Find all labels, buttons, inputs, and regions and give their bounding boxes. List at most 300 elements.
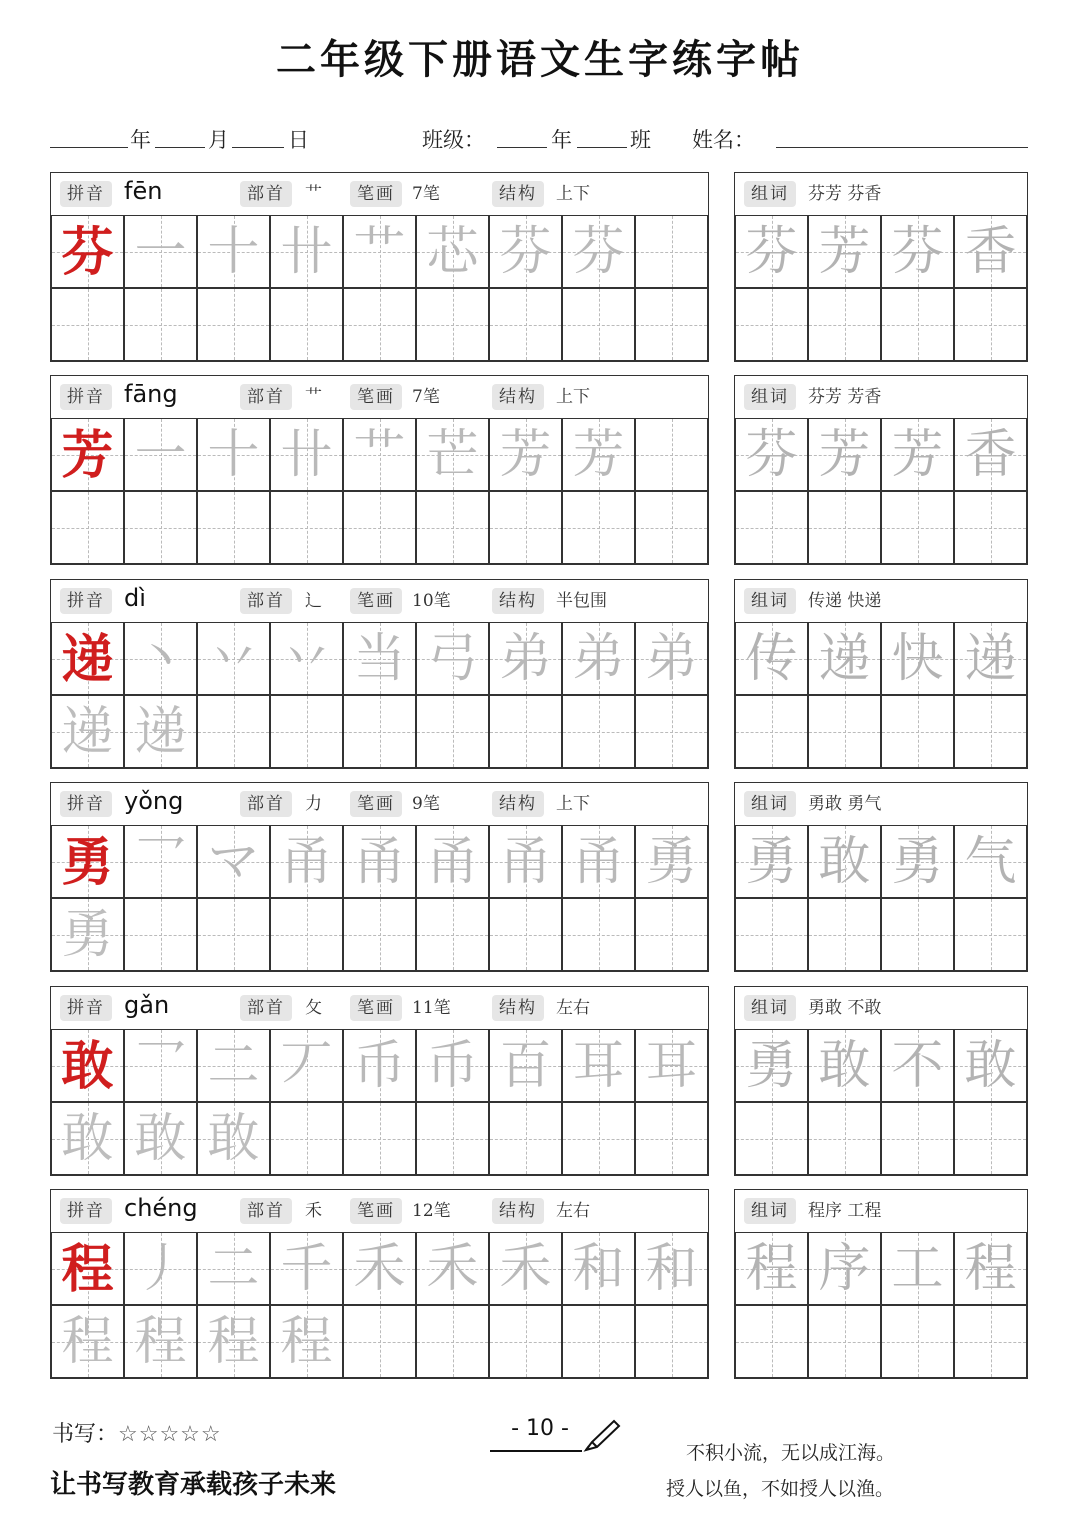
words-value: 程序 工程 (808, 1201, 882, 1221)
word-cell[interactable] (735, 288, 808, 361)
practice-cell[interactable] (489, 491, 562, 564)
stroke-step: 十 (207, 222, 260, 282)
practice-cell[interactable] (343, 898, 416, 971)
radical-tag: 部首 (240, 791, 292, 817)
structure-tag: 结构 (492, 995, 544, 1021)
strokes-tag: 笔画 (350, 181, 402, 207)
practice-cell[interactable] (124, 825, 197, 898)
structure-value: 左右 (556, 1201, 590, 1221)
practice-cell[interactable] (562, 825, 635, 898)
radical-value: 艹 (305, 184, 322, 204)
year-blank[interactable] (50, 147, 128, 148)
practice-cell[interactable] (124, 1029, 197, 1102)
words-tag: 组词 (744, 791, 796, 817)
stroke-step: 一 (134, 425, 187, 485)
practice-cell[interactable] (343, 825, 416, 898)
radical-tag: 部首 (240, 384, 292, 410)
class-year-blank[interactable] (497, 147, 547, 148)
word-character: 工 (891, 1239, 944, 1299)
trace-character: 程 (61, 1312, 114, 1372)
practice-cell[interactable] (562, 622, 635, 695)
char-card-4 (50, 782, 709, 972)
pinyin-tag: 拼音 (60, 588, 112, 614)
practice-cell[interactable] (562, 491, 635, 564)
pinyin-tag: 拼音 (60, 1198, 112, 1224)
practice-cell[interactable] (416, 695, 489, 768)
stroke-step: 芯 (426, 222, 479, 282)
word-cell[interactable] (808, 898, 881, 971)
word-character: 香 (964, 425, 1017, 485)
word-cell[interactable] (954, 695, 1027, 768)
practice-cell[interactable] (416, 1029, 489, 1102)
radical-value: 禾 (305, 1201, 322, 1221)
trace-character: 程 (207, 1312, 260, 1372)
stroke-step: 禾 (426, 1239, 479, 1299)
page-number: - 10 - (511, 1416, 569, 1441)
class-label: 班级： (422, 128, 485, 152)
stroke-step: 禾 (353, 1239, 406, 1299)
word-cell[interactable] (954, 215, 1027, 288)
practice-cell[interactable] (197, 1305, 270, 1378)
words-tag: 组词 (744, 384, 796, 410)
trace-character: 敢 (61, 1109, 114, 1169)
stroke-step: 勇 (645, 832, 698, 892)
practice-cell[interactable] (343, 695, 416, 768)
practice-cell[interactable] (416, 491, 489, 564)
practice-cell[interactable] (489, 695, 562, 768)
word-cell[interactable] (735, 491, 808, 564)
practice-cell[interactable] (51, 825, 124, 898)
word-cell[interactable] (954, 1029, 1027, 1102)
word-cell[interactable] (954, 1232, 1027, 1305)
practice-cell[interactable] (343, 1305, 416, 1378)
practice-cell[interactable] (489, 825, 562, 898)
practice-cell[interactable] (489, 898, 562, 971)
main-character: 勇 (61, 832, 114, 893)
word-cell[interactable] (881, 418, 954, 491)
trace-character: 程 (280, 1312, 333, 1372)
pinyin-value: yǒng (124, 787, 184, 815)
word-character: 递 (818, 629, 871, 689)
structure-value: 上下 (556, 387, 590, 407)
word-cell[interactable] (735, 418, 808, 491)
words-tag: 组词 (744, 181, 796, 207)
practice-cell[interactable] (51, 898, 124, 971)
practice-cell[interactable] (197, 418, 270, 491)
stroke-step: 甬 (499, 832, 552, 892)
footer (0, 1400, 1080, 1527)
stroke-step: 弟 (572, 629, 625, 689)
practice-cell[interactable] (635, 1305, 708, 1378)
structure-tag: 结构 (492, 181, 544, 207)
practice-cell[interactable] (489, 418, 562, 491)
practice-cell[interactable] (343, 1029, 416, 1102)
word-cell[interactable] (808, 1102, 881, 1175)
structure-tag: 结构 (492, 384, 544, 410)
practice-cell[interactable] (416, 1102, 489, 1175)
word-card-5 (734, 986, 1028, 1176)
practice-cell[interactable] (197, 1029, 270, 1102)
practice-cell[interactable] (343, 288, 416, 361)
practice-cell[interactable] (635, 898, 708, 971)
practice-cell[interactable] (270, 1102, 343, 1175)
practice-cell[interactable] (51, 491, 124, 564)
words-value: 勇敢 不敢 (808, 998, 882, 1018)
practice-cell[interactable] (416, 1232, 489, 1305)
practice-cell[interactable] (416, 418, 489, 491)
stroke-step: 卄 (280, 425, 333, 485)
practice-cell[interactable] (416, 288, 489, 361)
stroke-step: 芳 (499, 425, 552, 485)
word-character: 气 (964, 832, 1017, 892)
practice-cell[interactable] (635, 1102, 708, 1175)
pinyin-value: dì (124, 584, 146, 612)
word-cell[interactable] (808, 1029, 881, 1102)
practice-cell[interactable] (489, 622, 562, 695)
practice-cell[interactable] (635, 622, 708, 695)
pinyin-tag: 拼音 (60, 995, 112, 1021)
word-cell[interactable] (808, 1305, 881, 1378)
word-cell[interactable] (881, 825, 954, 898)
stroke-step: 弟 (499, 629, 552, 689)
strokes-tag: 笔画 (350, 384, 402, 410)
words-value: 勇敢 勇气 (808, 794, 882, 814)
word-cell[interactable] (954, 1102, 1027, 1175)
word-cell[interactable] (735, 215, 808, 288)
structure-value: 上下 (556, 794, 590, 814)
strokes-value: 9笔 (412, 794, 440, 814)
structure-value: 上下 (556, 184, 590, 204)
pinyin-value: chéng (124, 1194, 198, 1222)
char-card-2 (50, 375, 709, 565)
word-cell[interactable] (808, 622, 881, 695)
word-cell[interactable] (954, 1305, 1027, 1378)
practice-cell[interactable] (51, 1102, 124, 1175)
stroke-step: 丷 (280, 629, 333, 689)
trace-character: 勇 (61, 905, 114, 965)
name-label: 姓名： (692, 128, 755, 152)
pinyin-tag: 拼音 (60, 791, 112, 817)
stroke-step: 丷 (207, 629, 260, 689)
strokes-value: 11笔 (412, 998, 451, 1018)
practice-cell[interactable] (343, 622, 416, 695)
practice-cell[interactable] (51, 418, 124, 491)
stroke-step: 芬 (572, 222, 625, 282)
word-cell[interactable] (735, 825, 808, 898)
words-tag: 组词 (744, 588, 796, 614)
word-cell[interactable] (808, 418, 881, 491)
char-info-row (51, 376, 708, 419)
practice-cell[interactable] (270, 288, 343, 361)
practice-cell[interactable] (197, 288, 270, 361)
practice-cell[interactable] (270, 1029, 343, 1102)
practice-cell[interactable] (343, 215, 416, 288)
stroke-step: 和 (572, 1239, 625, 1299)
practice-cell[interactable] (197, 491, 270, 564)
practice-cell[interactable] (270, 622, 343, 695)
stroke-step: 弓 (426, 629, 479, 689)
structure-tag: 结构 (492, 588, 544, 614)
practice-cell[interactable] (270, 418, 343, 491)
practice-cell[interactable] (270, 695, 343, 768)
quote-line-1: 不积小流，无以成江海。 (686, 1442, 896, 1464)
practice-cell[interactable] (343, 1232, 416, 1305)
stroke-step: 币 (353, 1036, 406, 1096)
word-character: 不 (891, 1036, 944, 1096)
practice-cell[interactable] (416, 898, 489, 971)
char-info-row (51, 580, 708, 623)
stroke-step: 甬 (353, 832, 406, 892)
word-cell[interactable] (808, 215, 881, 288)
stroke-step: 丆 (280, 1036, 333, 1096)
stroke-step: 甬 (572, 832, 625, 892)
pinyin-value: fāng (124, 380, 178, 408)
word-cell[interactable] (808, 491, 881, 564)
rating-stars[interactable]: ☆☆☆☆☆ (118, 1422, 222, 1447)
words-tag: 组词 (744, 995, 796, 1021)
practice-cell[interactable] (489, 1305, 562, 1378)
practice-cell[interactable] (124, 491, 197, 564)
stroke-step: 百 (499, 1036, 552, 1096)
practice-cell[interactable] (635, 418, 708, 491)
practice-cell[interactable] (562, 215, 635, 288)
word-cell[interactable] (954, 898, 1027, 971)
practice-cell[interactable] (51, 1305, 124, 1378)
word-cell[interactable] (954, 825, 1027, 898)
practice-cell[interactable] (51, 695, 124, 768)
word-cell[interactable] (954, 491, 1027, 564)
word-character: 香 (964, 222, 1017, 282)
strokes-value: 7笔 (412, 184, 440, 204)
word-character: 快 (891, 629, 944, 689)
practice-cell[interactable] (416, 1305, 489, 1378)
word-character: 程 (964, 1239, 1017, 1299)
word-cell[interactable] (735, 1102, 808, 1175)
word-cell[interactable] (954, 288, 1027, 361)
word-cell[interactable] (881, 215, 954, 288)
main-character: 芳 (61, 425, 114, 486)
practice-cell[interactable] (416, 825, 489, 898)
structure-value: 左右 (556, 998, 590, 1018)
word-cell[interactable] (808, 288, 881, 361)
word-cell[interactable] (808, 825, 881, 898)
word-character: 敢 (818, 1036, 871, 1096)
name-blank[interactable] (776, 147, 1028, 148)
practice-cell[interactable] (489, 1102, 562, 1175)
practice-cell[interactable] (270, 898, 343, 971)
stroke-step: 耳 (572, 1036, 625, 1096)
practice-cell[interactable] (51, 1029, 124, 1102)
practice-cell[interactable] (343, 418, 416, 491)
strokes-tag: 笔画 (350, 588, 402, 614)
word-character: 芳 (818, 425, 871, 485)
word-info-row (735, 173, 1027, 216)
word-cell[interactable] (881, 491, 954, 564)
practice-cell[interactable] (489, 1029, 562, 1102)
char-card-5 (50, 986, 709, 1176)
stroke-step: 芬 (499, 222, 552, 282)
practice-cell[interactable] (562, 898, 635, 971)
word-cell[interactable] (881, 898, 954, 971)
main-character: 敢 (61, 1036, 114, 1097)
practice-cell[interactable] (270, 491, 343, 564)
practice-cell[interactable] (343, 491, 416, 564)
practice-cell[interactable] (489, 288, 562, 361)
words-value: 芬芳 芳香 (808, 387, 882, 407)
words-value: 传递 快递 (808, 591, 882, 611)
stroke-step: 一 (134, 222, 187, 282)
structure-tag: 结构 (492, 791, 544, 817)
word-cell[interactable] (881, 1102, 954, 1175)
word-cell[interactable] (881, 1305, 954, 1378)
practice-cell[interactable] (124, 1232, 197, 1305)
practice-cell[interactable] (635, 1232, 708, 1305)
stroke-step: マ (207, 832, 260, 892)
word-character: 勇 (891, 832, 944, 892)
practice-cell[interactable] (270, 825, 343, 898)
practice-cell[interactable] (489, 1232, 562, 1305)
stroke-step: 十 (207, 425, 260, 485)
word-character: 芬 (745, 222, 798, 282)
practice-cell[interactable] (51, 288, 124, 361)
word-cell[interactable] (881, 622, 954, 695)
practice-cell[interactable] (197, 1102, 270, 1175)
practice-cell[interactable] (197, 1232, 270, 1305)
stroke-step: 卄 (280, 222, 333, 282)
practice-cell[interactable] (416, 215, 489, 288)
strokes-tag: 笔画 (350, 995, 402, 1021)
word-cell[interactable] (881, 1232, 954, 1305)
practice-cell[interactable] (270, 1305, 343, 1378)
char-card-6 (50, 1189, 709, 1379)
radical-value: 力 (305, 794, 322, 814)
practice-cell[interactable] (124, 1102, 197, 1175)
practice-cell[interactable] (124, 215, 197, 288)
trace-character: 敢 (134, 1109, 187, 1169)
stroke-step: 芒 (426, 425, 479, 485)
words-value: 芬芳 芬香 (808, 184, 882, 204)
practice-cell[interactable] (124, 622, 197, 695)
word-cell[interactable] (735, 1232, 808, 1305)
structure-value: 半包围 (556, 591, 607, 611)
practice-cell[interactable] (124, 898, 197, 971)
practice-cell[interactable] (562, 1102, 635, 1175)
class-number-blank[interactable] (577, 147, 627, 148)
practice-cell[interactable] (124, 418, 197, 491)
word-character: 芳 (818, 222, 871, 282)
month-blank[interactable] (155, 147, 205, 148)
trace-character: 递 (61, 702, 114, 762)
rating (52, 1417, 222, 1448)
word-cell[interactable] (808, 1232, 881, 1305)
practice-cell[interactable] (416, 622, 489, 695)
pinyin-tag: 拼音 (60, 384, 112, 410)
word-cell[interactable] (881, 695, 954, 768)
word-cell[interactable] (954, 418, 1027, 491)
practice-cell[interactable] (635, 695, 708, 768)
radical-tag: 部首 (240, 181, 292, 207)
practice-cell[interactable] (635, 491, 708, 564)
practice-cell[interactable] (635, 288, 708, 361)
practice-cell[interactable] (51, 215, 124, 288)
pinyin-value: gǎn (124, 991, 170, 1019)
year-label: 年 (130, 128, 151, 152)
day-label: 日 (288, 128, 309, 152)
word-cell[interactable] (735, 622, 808, 695)
word-info-row (735, 376, 1027, 419)
practice-cell[interactable] (197, 622, 270, 695)
trace-character: 递 (134, 702, 187, 762)
header-fields (0, 120, 1080, 160)
word-cell[interactable] (881, 288, 954, 361)
practice-cell[interactable] (562, 695, 635, 768)
practice-cell[interactable] (562, 288, 635, 361)
word-character: 敢 (964, 1036, 1017, 1096)
char-info-row (51, 783, 708, 826)
practice-cell[interactable] (51, 1232, 124, 1305)
practice-cell[interactable] (562, 1029, 635, 1102)
stroke-step: 币 (426, 1036, 479, 1096)
rating-label: 书写： (52, 1422, 119, 1447)
practice-cell[interactable] (635, 825, 708, 898)
word-cell[interactable] (735, 1029, 808, 1102)
trace-character: 敢 (207, 1109, 260, 1169)
practice-cell[interactable] (343, 1102, 416, 1175)
word-card-4 (734, 782, 1028, 972)
word-cell[interactable] (735, 898, 808, 971)
class-ban-label: 班 (630, 128, 651, 152)
practice-cell[interactable] (197, 825, 270, 898)
practice-cell[interactable] (124, 1305, 197, 1378)
practice-cell[interactable] (270, 215, 343, 288)
stroke-step: 甬 (280, 832, 333, 892)
practice-cell[interactable] (489, 215, 562, 288)
word-info-row (735, 783, 1027, 826)
practice-cell[interactable] (124, 288, 197, 361)
practice-cell[interactable] (562, 1232, 635, 1305)
stroke-step: 千 (280, 1239, 333, 1299)
main-character: 芬 (61, 222, 114, 283)
word-cell[interactable] (735, 695, 808, 768)
practice-cell[interactable] (562, 1305, 635, 1378)
word-cell[interactable] (954, 622, 1027, 695)
practice-cell[interactable] (562, 418, 635, 491)
practice-cell[interactable] (197, 695, 270, 768)
practice-cell[interactable] (51, 622, 124, 695)
day-blank[interactable] (232, 147, 284, 148)
stroke-step: 甬 (426, 832, 479, 892)
practice-cell[interactable] (635, 215, 708, 288)
practice-cell[interactable] (197, 215, 270, 288)
word-character: 递 (964, 629, 1017, 689)
word-cell[interactable] (881, 1029, 954, 1102)
strokes-value: 10笔 (412, 591, 451, 611)
practice-cell[interactable] (270, 1232, 343, 1305)
word-info-row (735, 987, 1027, 1030)
words-tag: 组词 (744, 1198, 796, 1224)
stroke-step: 二 (207, 1036, 260, 1096)
practice-cell[interactable] (635, 1029, 708, 1102)
word-cell[interactable] (735, 1305, 808, 1378)
main-character: 递 (61, 629, 114, 690)
structure-tag: 结构 (492, 1198, 544, 1224)
practice-cell[interactable] (124, 695, 197, 768)
char-info-row (51, 1190, 708, 1233)
word-card-2 (734, 375, 1028, 565)
practice-cell[interactable] (197, 898, 270, 971)
radical-tag: 部首 (240, 995, 292, 1021)
word-cell[interactable] (808, 695, 881, 768)
